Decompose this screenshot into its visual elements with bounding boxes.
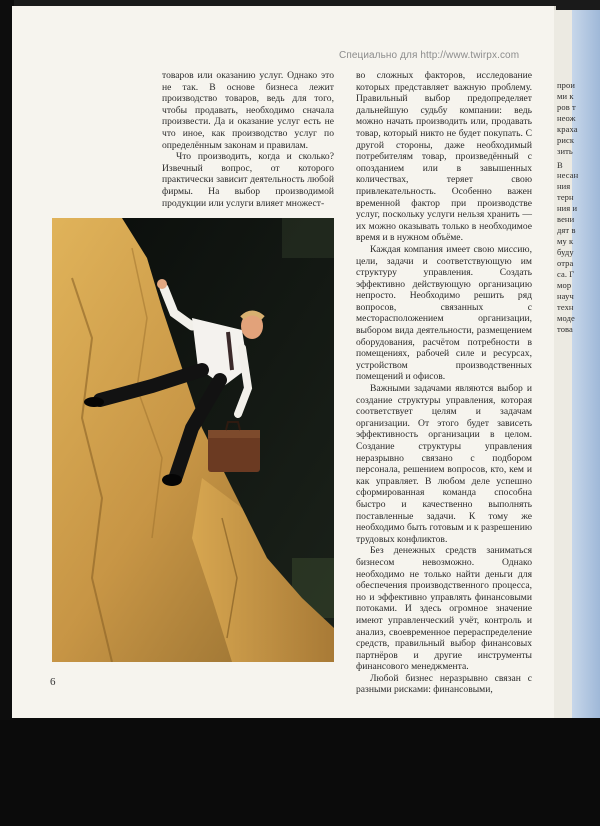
adjacent-page xyxy=(554,10,600,718)
paragraph: Любой бизнес неразрывно связан с разными рисками: финансовыми, xyxy=(356,672,532,696)
paragraph: Важными задачами являются выбор и создание структуры управления, которая соответствует целям и задачам организации. От этого будет зависеть эффективность организации в целом. Создание структуры управления неразрывно связано с подбором персонала, решением вопросов, кто, кем и как управляет. В любом деле успешно сформированная команда способна быстро и качественно выполнять поставленные задачи. К тому же необходимо быть готовым и к разрешению трудовых конфликтов. xyxy=(356,383,532,545)
adjacent-page-line: отра xyxy=(557,258,574,268)
page-number: 6 xyxy=(50,676,56,688)
adjacent-page-line: В xyxy=(557,160,563,170)
adjacent-page-line: са. Г xyxy=(557,269,575,279)
adjacent-page-line: ми к xyxy=(557,91,574,101)
adjacent-page-line: техн xyxy=(557,302,574,312)
paragraph: Без денежных средств заниматься бизнесом невозможно. Однако необходимо не только найти деньги для обеспечения производственного процесса, но и эффективно управлять финансовыми потоками. И здесь огромное значение имеют управленческий учёт, контроль и анализ, своевременное перераспределение средств, правильный выбор финансовых партнёров и другие инструменты финансового менеджмента. xyxy=(356,545,532,673)
adjacent-page-line: вени xyxy=(557,214,575,224)
adjacent-page-line: ров т xyxy=(557,102,576,112)
adjacent-page-line: зить xyxy=(557,146,573,156)
adjacent-page-line: ния и xyxy=(557,203,578,213)
paragraph: Каждая компания имеет свою миссию, цели, задачи и соответствующую им структуру управления. Создать эффективно действующую организацию непросто. Необходимо решить ряд вопросов, связанных с месторасположением организации, выбором вида деятельности, размещением оборудования, расчётом потребности в помещениях, рабочей силе и ресурсах, устройством производственных помещений и офисов. xyxy=(356,243,532,383)
text-column-right xyxy=(356,70,532,696)
page-edge-strip xyxy=(572,10,600,718)
adjacent-page-line: му к xyxy=(557,236,574,246)
adjacent-page-line: терн xyxy=(557,192,574,202)
adjacent-page-line: прои xyxy=(557,80,575,90)
adjacent-page-line: дят в xyxy=(557,225,576,235)
adjacent-page-line: несан xyxy=(557,170,579,180)
adjacent-page-line: ния xyxy=(557,181,571,191)
photo-illustration xyxy=(52,218,334,662)
adjacent-page-line: риск xyxy=(557,135,575,145)
paragraph: во сложных факторов, исследование которых представляет важную проблему. Правильный выбор предопределяет дальнейшую судьбу компании: ведь можно начать производить или, продавать товар, который никто не будет покупать. С другой стороны, даже необходимый потребителям товар, произведённый с опозданием или в завышенных количествах, теряет свою привлекательность. Особенно важен временной фактор при производстве услуг, поскольку услуги нельзя хранить — их можно оказывать только в необходимое время и в нужном объёме. xyxy=(356,70,532,244)
adjacent-page-line: това xyxy=(557,324,573,334)
paragraph: товаров или оказанию услуг. Однако это не так. В основе бизнеса лежит производство товаров, ведь для того, чтобы продавать, необходимо сначала произвести. Да и оказание услуг есть не что иное, как производство услуг по определённым законам и правилам. xyxy=(162,70,334,151)
text-column-left xyxy=(162,70,334,209)
adjacent-page-line: мор xyxy=(557,280,572,290)
adjacent-page-line: буду xyxy=(557,247,574,257)
paragraph: Что производить, когда и сколько? Извечный вопрос, от которого практически зависит деятельность любой фирмы. На выбор производимой продукции или услуги влияет множест- xyxy=(162,151,334,209)
adjacent-page-line: краха xyxy=(557,124,578,134)
photo-businessman-climbing-rock xyxy=(52,218,334,662)
watermark: Специально для http://www.twirpx.com xyxy=(339,50,520,61)
adjacent-page-line: моде xyxy=(557,313,575,323)
adjacent-page-line: неож xyxy=(557,113,576,123)
adjacent-page-line: науч xyxy=(557,291,574,301)
